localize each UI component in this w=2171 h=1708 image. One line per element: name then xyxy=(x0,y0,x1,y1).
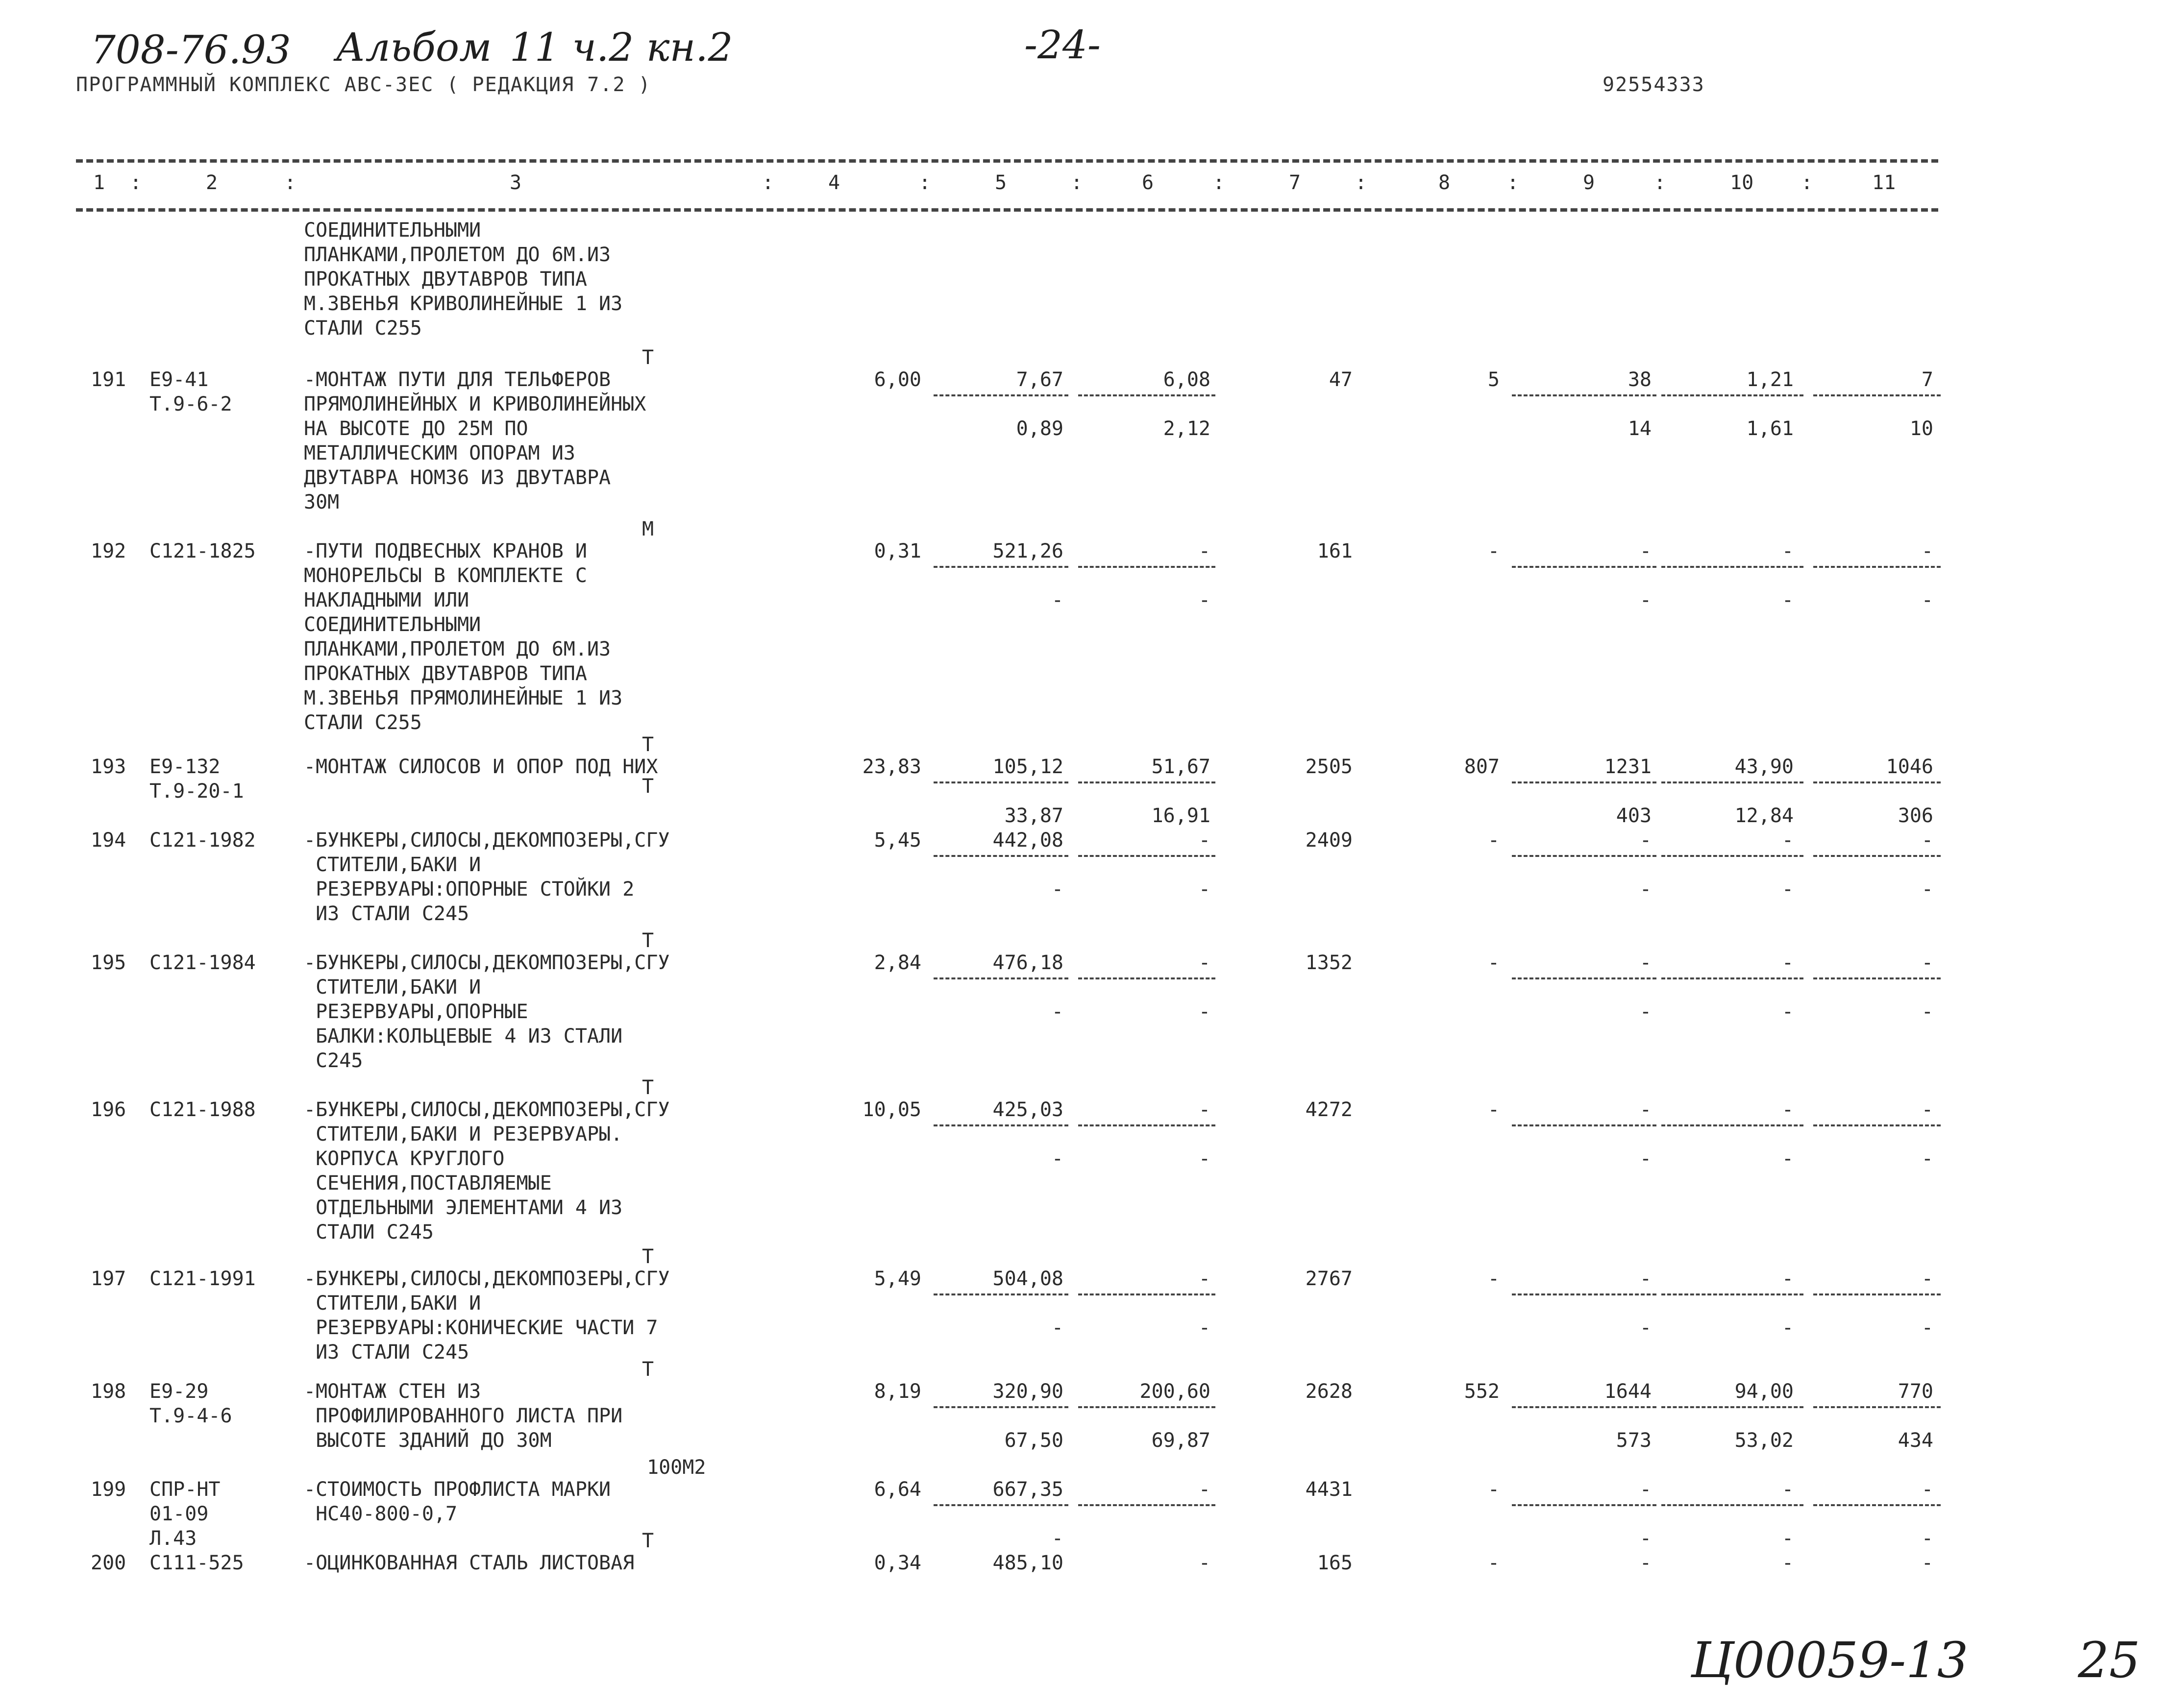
cell-c10b: 53,02 xyxy=(1734,1429,1794,1452)
description-line: СОЕДИНИТЕЛЬНЫМИ xyxy=(304,613,481,636)
cell-c10: - xyxy=(1781,1098,1794,1121)
cell-c4: 8,19 xyxy=(874,1380,921,1403)
cell-c9b: - xyxy=(1639,1317,1652,1339)
fraction-rule xyxy=(1512,1504,1656,1506)
continuation-line: ПРОКАТНЫХ ДВУТАВРОВ ТИПА xyxy=(304,268,587,291)
cell-c7: 2767 xyxy=(1305,1268,1353,1290)
unit-label: Т xyxy=(642,929,654,952)
unit-label: 100М2 xyxy=(647,1456,706,1479)
fraction-rule xyxy=(1661,1504,1803,1506)
row-number: 199 xyxy=(91,1478,126,1501)
cell-c7: 2505 xyxy=(1305,756,1353,778)
description-line: -МОНТАЖ СИЛОСОВ И ОПОР ПОД НИХ xyxy=(304,756,658,778)
description-line: СТАЛИ С255 xyxy=(304,711,422,734)
cell-c10: 1,21 xyxy=(1746,368,1794,391)
cell-c11: - xyxy=(1921,1478,1933,1501)
cell-c10: - xyxy=(1781,540,1794,562)
column-header-6: 6 xyxy=(1142,171,1154,194)
cell-c10b: 12,84 xyxy=(1734,805,1794,827)
row-number: 195 xyxy=(91,952,126,974)
cell-c11b: - xyxy=(1921,1527,1933,1550)
cell-c6b: - xyxy=(1198,1000,1210,1023)
cell-c10b: - xyxy=(1781,1527,1794,1550)
cell-c4: 5,45 xyxy=(874,829,921,852)
fraction-rule xyxy=(1512,394,1656,396)
cell-c11b: - xyxy=(1921,589,1933,611)
cell-c7: 47 xyxy=(1329,368,1353,391)
unit-label: Т xyxy=(642,1245,654,1268)
cell-c5: 105,12 xyxy=(992,756,1063,778)
rate-code: СПР-НТ xyxy=(149,1478,221,1501)
program-caption: ПРОГРАММНЫЙ КОМПЛЕКС АВС-3ЕС ( РЕДАКЦИЯ 7.2 ) xyxy=(76,73,651,96)
cell-c5b: - xyxy=(1051,1317,1063,1339)
cell-c5: 521,26 xyxy=(992,540,1063,562)
row-number: 200 xyxy=(91,1552,126,1574)
cell-c6b: - xyxy=(1198,878,1210,901)
cell-c10b: - xyxy=(1781,589,1794,611)
page-number: 25 xyxy=(2078,1632,2141,1689)
cell-c4: 6,64 xyxy=(874,1478,921,1501)
description-line: 30М xyxy=(304,491,340,513)
description-line: РЕЗЕРВУАРЫ:КОНИЧЕСКИЕ ЧАСТИ 7 xyxy=(304,1317,658,1339)
cell-c8: 552 xyxy=(1464,1380,1500,1403)
fraction-rule xyxy=(1512,781,1656,783)
doc-code: 708-76.93 xyxy=(91,27,291,73)
cell-c9b: 573 xyxy=(1616,1429,1652,1452)
description-line: СТИТЕЛИ,БАКИ И РЕЗЕРВУАРЫ. xyxy=(304,1123,623,1146)
description-line: ПРОФИЛИРОВАННОГО ЛИСТА ПРИ xyxy=(304,1405,623,1427)
fraction-rule xyxy=(1661,566,1803,568)
column-header-11: 11 xyxy=(1872,171,1896,194)
fraction-rule xyxy=(1078,781,1215,783)
cell-c8: 807 xyxy=(1464,756,1500,778)
cell-c11b: - xyxy=(1921,1000,1933,1023)
fraction-rule xyxy=(1813,1406,1941,1408)
cell-c11: - xyxy=(1921,540,1933,562)
cell-c11b: - xyxy=(1921,1317,1933,1339)
cell-c8: - xyxy=(1487,540,1500,562)
cell-c6: - xyxy=(1198,1478,1210,1501)
fraction-rule xyxy=(1512,1124,1656,1126)
cell-c6: - xyxy=(1198,1552,1210,1574)
description-line: -МОНТАЖ ПУТИ ДЛЯ ТЕЛЬФЕРОВ xyxy=(304,368,611,391)
cell-c6: - xyxy=(1198,540,1210,562)
cell-c6: 6,08 xyxy=(1163,368,1210,391)
cell-c9: - xyxy=(1639,1552,1652,1574)
cell-c7: 165 xyxy=(1317,1552,1353,1574)
cell-c11: - xyxy=(1921,829,1933,852)
fraction-rule xyxy=(1813,1124,1941,1126)
description-line: ИЗ СТАЛИ С245 xyxy=(304,1341,469,1364)
column-separator: : xyxy=(1071,171,1083,194)
column-header-7: 7 xyxy=(1289,171,1301,194)
description-line: М.ЗВЕНЬЯ ПРЯМОЛИНЕЙНЫЕ 1 ИЗ xyxy=(304,687,623,709)
continuation-line: ПЛАНКАМИ,ПРОЛЕТОМ ДО 6М.ИЗ xyxy=(304,244,611,266)
fraction-rule xyxy=(1661,977,1803,979)
cell-c6: 51,67 xyxy=(1151,756,1210,778)
fraction-rule xyxy=(934,1504,1068,1506)
cell-c10: - xyxy=(1781,1552,1794,1574)
row-number: 192 xyxy=(91,540,126,562)
fraction-rule xyxy=(934,394,1068,396)
cell-c9: - xyxy=(1639,540,1652,562)
fraction-rule xyxy=(1661,394,1803,396)
rate-code: С121-1988 xyxy=(149,1098,256,1121)
cell-c9: - xyxy=(1639,1268,1652,1290)
continuation-line: СОЕДИНИТЕЛЬНЫМИ xyxy=(304,219,481,242)
cell-c6: - xyxy=(1198,1268,1210,1290)
cell-c9b: - xyxy=(1639,1147,1652,1170)
cell-c10: - xyxy=(1781,1268,1794,1290)
fraction-rule xyxy=(934,1293,1068,1295)
cell-c10b: - xyxy=(1781,1147,1794,1170)
description-line: С245 xyxy=(304,1049,363,1072)
cell-c10b: - xyxy=(1781,1000,1794,1023)
cell-c8: - xyxy=(1487,1098,1500,1121)
unit-label: М xyxy=(642,518,654,540)
cell-c10: 43,90 xyxy=(1734,756,1794,778)
column-header-10: 10 xyxy=(1730,171,1754,194)
unit-label: Т xyxy=(642,775,654,798)
cell-c8: - xyxy=(1487,952,1500,974)
column-header-4: 4 xyxy=(828,171,840,194)
cell-c7: 4272 xyxy=(1305,1098,1353,1121)
fraction-rule xyxy=(1078,977,1215,979)
row-number: 197 xyxy=(91,1268,126,1290)
fraction-rule xyxy=(1661,1124,1803,1126)
cell-c4: 0,34 xyxy=(874,1552,921,1574)
cell-c9: - xyxy=(1639,829,1652,852)
rate-code: С121-1991 xyxy=(149,1268,256,1290)
cell-c10: - xyxy=(1781,952,1794,974)
description-line: -БУНКЕРЫ,СИЛОСЫ,ДЕКОМПОЗЕРЫ,СГУ xyxy=(304,952,670,974)
cell-c5: 425,03 xyxy=(992,1098,1063,1121)
cell-c8: - xyxy=(1487,829,1500,852)
fraction-rule xyxy=(1813,1293,1941,1295)
fraction-rule xyxy=(934,781,1068,783)
cell-c5b: 33,87 xyxy=(1004,805,1063,827)
description-line: КОРПУСА КРУГЛОГО xyxy=(304,1147,505,1170)
cell-c5: 485,10 xyxy=(992,1552,1063,1574)
fraction-rule xyxy=(1661,1293,1803,1295)
doc-number: 92554333 xyxy=(1603,73,1705,96)
fraction-rule xyxy=(934,566,1068,568)
unit-label: Т xyxy=(642,346,654,369)
unit-label: Т xyxy=(642,1076,654,1099)
cell-c6b: 16,91 xyxy=(1151,805,1210,827)
cell-c4: 5,49 xyxy=(874,1268,921,1290)
unit-label: Т xyxy=(642,1358,654,1381)
cell-c11: - xyxy=(1921,952,1933,974)
rate-code-sub: Т.9-6-2 xyxy=(149,393,232,415)
rate-code: С121-1825 xyxy=(149,540,256,562)
description-line: НС40-800-0,7 xyxy=(304,1503,458,1525)
cell-c10b: 1,61 xyxy=(1746,417,1794,440)
cell-c4: 10,05 xyxy=(862,1098,921,1121)
cell-c10b: - xyxy=(1781,1317,1794,1339)
column-separator: : xyxy=(1213,171,1225,194)
cell-c5b: 0,89 xyxy=(1016,417,1063,440)
column-header-8: 8 xyxy=(1438,171,1451,194)
cell-c4: 0,31 xyxy=(874,540,921,562)
description-line: РЕЗЕРВУАРЫ,ОПОРНЫЕ xyxy=(304,1000,528,1023)
cell-c9: - xyxy=(1639,1478,1652,1501)
fraction-rule xyxy=(1078,1124,1215,1126)
cell-c10b: - xyxy=(1781,878,1794,901)
description-line: -БУНКЕРЫ,СИЛОСЫ,ДЕКОМПОЗЕРЫ,СГУ xyxy=(304,1268,670,1290)
description-line: НАКЛАДНЫМИ ИЛИ xyxy=(304,589,469,611)
cell-c11: 770 xyxy=(1898,1380,1933,1403)
description-line: -МОНТАЖ СТЕН ИЗ xyxy=(304,1380,481,1403)
description-line: ПРОКАТНЫХ ДВУТАВРОВ ТИПА xyxy=(304,662,587,685)
cell-c8: - xyxy=(1487,1552,1500,1574)
description-line: СТИТЕЛИ,БАКИ И xyxy=(304,1292,481,1315)
cell-c9b: 403 xyxy=(1616,805,1652,827)
cell-c5b: - xyxy=(1051,589,1063,611)
fraction-rule xyxy=(1512,855,1656,857)
column-separator: : xyxy=(1654,171,1666,194)
cell-c4: 6,00 xyxy=(874,368,921,391)
unit-label: Т xyxy=(642,1530,654,1552)
column-separator: : xyxy=(130,171,142,194)
description-line: -БУНКЕРЫ,СИЛОСЫ,ДЕКОМПОЗЕРЫ,СГУ xyxy=(304,829,670,852)
cell-c6b: 2,12 xyxy=(1163,417,1210,440)
cell-c5: 442,08 xyxy=(992,829,1063,852)
fraction-rule xyxy=(934,1406,1068,1408)
description-line: СТИТЕЛИ,БАКИ И xyxy=(304,976,481,999)
cell-c5: 667,35 xyxy=(992,1478,1063,1501)
column-header-1: 1 xyxy=(93,171,105,194)
column-header-9: 9 xyxy=(1583,171,1595,194)
cell-c9: 1231 xyxy=(1604,756,1652,778)
page-mark: -24- xyxy=(1024,22,1101,68)
fraction-rule xyxy=(1078,855,1215,857)
fraction-rule xyxy=(1813,977,1941,979)
rate-code-sub: Т.9-4-6 xyxy=(149,1405,232,1427)
description-line: ИЗ СТАЛИ С245 xyxy=(304,903,469,925)
cell-c9b: - xyxy=(1639,878,1652,901)
description-line: НА ВЫСОТЕ ДО 25М ПО xyxy=(304,417,528,440)
column-separator: : xyxy=(1801,171,1813,194)
rate-code: Е9-132 xyxy=(149,756,221,778)
cell-c8: 5 xyxy=(1487,368,1500,391)
cell-c11b: 10 xyxy=(1909,417,1933,440)
cell-c8: - xyxy=(1487,1268,1500,1290)
fraction-rule xyxy=(1512,1406,1656,1408)
column-header-3: 3 xyxy=(510,171,522,194)
cell-c9: - xyxy=(1639,952,1652,974)
fraction-rule xyxy=(934,1124,1068,1126)
fraction-rule xyxy=(1512,566,1656,568)
continuation-line: М.ЗВЕНЬЯ КРИВОЛИНЕЙНЫЕ 1 ИЗ xyxy=(304,293,623,315)
cell-c4: 2,84 xyxy=(874,952,921,974)
cell-c5b: - xyxy=(1051,878,1063,901)
fraction-rule xyxy=(934,977,1068,979)
cell-c9: 1644 xyxy=(1604,1380,1652,1403)
description-line: -ПУТИ ПОДВЕСНЫХ КРАНОВ И xyxy=(304,540,587,562)
fraction-rule xyxy=(1661,855,1803,857)
description-line: МОНОРЕЛЬСЫ В КОМПЛЕКТЕ С xyxy=(304,564,587,587)
continuation-line: СТАЛИ С255 xyxy=(304,317,422,340)
cell-c7: 161 xyxy=(1317,540,1353,562)
fraction-rule xyxy=(1078,566,1215,568)
cell-c7: 2628 xyxy=(1305,1380,1353,1403)
description-line: -СТОИМОСТЬ ПРОФЛИСТА МАРКИ xyxy=(304,1478,611,1501)
cell-c9: - xyxy=(1639,1098,1652,1121)
rate-code: С111-525 xyxy=(149,1552,244,1574)
fraction-rule xyxy=(1813,1504,1941,1506)
cell-c6: 200,60 xyxy=(1139,1380,1210,1403)
row-number: 194 xyxy=(91,829,126,852)
cell-c11: - xyxy=(1921,1552,1933,1574)
fraction-rule xyxy=(1512,977,1656,979)
cell-c9b: - xyxy=(1639,1000,1652,1023)
cell-c4: 23,83 xyxy=(862,756,921,778)
unit-label: Т xyxy=(642,733,654,756)
album-label: Альбом xyxy=(336,24,492,70)
album-part: 11 ч.2 кн.2 xyxy=(510,24,733,70)
cell-c8: - xyxy=(1487,1478,1500,1501)
description-line: СТИТЕЛИ,БАКИ И xyxy=(304,854,481,876)
description-line: -ОЦИНКОВАННАЯ СТАЛЬ ЛИСТОВАЯ xyxy=(304,1552,635,1574)
column-separator: : xyxy=(762,171,774,194)
row-number: 198 xyxy=(91,1380,126,1403)
cell-c6: - xyxy=(1198,829,1210,852)
cell-c5b: 67,50 xyxy=(1004,1429,1063,1452)
fraction-rule xyxy=(1813,394,1941,396)
cell-c11b: 434 xyxy=(1898,1429,1933,1452)
row-number: 193 xyxy=(91,756,126,778)
cell-c9b: 14 xyxy=(1628,417,1652,440)
cell-c5b: - xyxy=(1051,1147,1063,1170)
description-line: МЕТАЛЛИЧЕСКИМ ОПОРАМ ИЗ xyxy=(304,442,575,464)
cell-c7: 1352 xyxy=(1305,952,1353,974)
cell-c11: - xyxy=(1921,1098,1933,1121)
fraction-rule xyxy=(1512,1293,1656,1295)
cell-c5b: - xyxy=(1051,1527,1063,1550)
fraction-rule xyxy=(934,855,1068,857)
description-line: БАЛКИ:КОЛЬЦЕВЫЕ 4 ИЗ СТАЛИ xyxy=(304,1025,623,1048)
cell-c5b: - xyxy=(1051,1000,1063,1023)
cell-c6b: 69,87 xyxy=(1151,1429,1210,1452)
fraction-rule xyxy=(1661,781,1803,783)
cell-c10: 94,00 xyxy=(1734,1380,1794,1403)
fraction-rule xyxy=(1813,566,1941,568)
column-separator: : xyxy=(284,171,296,194)
description-line: СТАЛИ С245 xyxy=(304,1221,434,1244)
cell-c9b: - xyxy=(1639,589,1652,611)
description-line: ПЛАНКАМИ,ПРОЛЕТОМ ДО 6М.ИЗ xyxy=(304,638,611,660)
fraction-rule xyxy=(1078,394,1215,396)
cell-c5: 476,18 xyxy=(992,952,1063,974)
column-separator: : xyxy=(1355,171,1367,194)
description-line: ВЫСОТЕ ЗДАНИЙ ДО 30М xyxy=(304,1429,552,1452)
cell-c5: 320,90 xyxy=(992,1380,1063,1403)
rate-code: Е9-41 xyxy=(149,368,209,391)
fraction-rule xyxy=(1813,781,1941,783)
cell-c5: 504,08 xyxy=(992,1268,1063,1290)
description-line: РЕЗЕРВУАРЫ:ОПОРНЫЕ СТОЙКИ 2 xyxy=(304,878,635,901)
rate-code-sub: Л.43 xyxy=(149,1527,197,1550)
description-line: -БУНКЕРЫ,СИЛОСЫ,ДЕКОМПОЗЕРЫ,СГУ xyxy=(304,1098,670,1121)
fraction-rule xyxy=(1813,855,1941,857)
cell-c10: - xyxy=(1781,829,1794,852)
cell-c11: 1046 xyxy=(1886,756,1933,778)
cell-c11b: - xyxy=(1921,1147,1933,1170)
row-number: 191 xyxy=(91,368,126,391)
column-header-5: 5 xyxy=(995,171,1007,194)
cell-c5: 7,67 xyxy=(1016,368,1063,391)
rate-code: С121-1982 xyxy=(149,829,256,852)
column-header-2: 2 xyxy=(206,171,218,194)
cell-c7: 4431 xyxy=(1305,1478,1353,1501)
fraction-rule xyxy=(1661,1406,1803,1408)
stamp-number: Ц00059-13 xyxy=(1691,1632,1969,1689)
cell-c9b: - xyxy=(1639,1527,1652,1550)
cell-c11: 7 xyxy=(1921,368,1933,391)
column-separator: : xyxy=(919,171,931,194)
cell-c6b: - xyxy=(1198,1317,1210,1339)
cell-c9: 38 xyxy=(1628,368,1652,391)
cell-c11: - xyxy=(1921,1268,1933,1290)
fraction-rule xyxy=(1078,1406,1215,1408)
row-number: 196 xyxy=(91,1098,126,1121)
rate-code: С121-1984 xyxy=(149,952,256,974)
description-line: СЕЧЕНИЯ,ПОСТАВЛЯЕМЫЕ xyxy=(304,1172,552,1195)
cell-c10: - xyxy=(1781,1478,1794,1501)
cell-c6: - xyxy=(1198,1098,1210,1121)
cell-c11b: 306 xyxy=(1898,805,1933,827)
cell-c11b: - xyxy=(1921,878,1933,901)
fraction-rule xyxy=(1078,1504,1215,1506)
rate-code-sub: Т.9-20-1 xyxy=(149,780,244,803)
cell-c6b: - xyxy=(1198,1147,1210,1170)
description-line: ПРЯМОЛИНЕЙНЫХ И КРИВОЛИНЕЙНЫХ xyxy=(304,393,646,415)
description-line: ОТДЕЛЬНЫМИ ЭЛЕМЕНТАМИ 4 ИЗ xyxy=(304,1196,623,1219)
column-separator: : xyxy=(1507,171,1519,194)
rate-code: Е9-29 xyxy=(149,1380,209,1403)
rate-code-sub: 01-09 xyxy=(149,1503,209,1525)
cell-c6b: - xyxy=(1198,589,1210,611)
cell-c6: - xyxy=(1198,952,1210,974)
cell-c7: 2409 xyxy=(1305,829,1353,852)
fraction-rule xyxy=(1078,1293,1215,1295)
description-line: ДВУТАВРА НОМ36 ИЗ ДВУТАВРА xyxy=(304,466,611,489)
